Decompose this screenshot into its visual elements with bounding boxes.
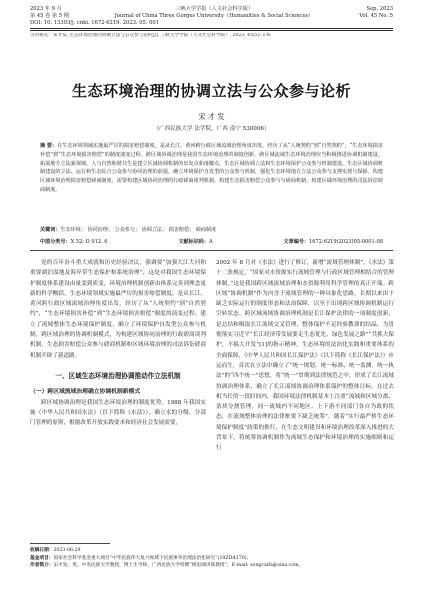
header-date: 2023 年 9 月 (30, 6, 62, 12)
fund-label: 基金项目： (30, 555, 54, 561)
section-heading-1: 一、区域生态环境治理协调推动作立法机制 (55, 371, 181, 380)
author-affiliation: （广西民族大学 法学院，广西 南宁 530006） (153, 126, 270, 132)
header-date-en: Sep. 2023 (366, 6, 393, 12)
page-header (30, 6, 393, 27)
keywords (40, 226, 383, 235)
intro-paragraph: 党的百年奋斗重大成就和历史经验决议，强调要“加强大江大河和重要湖泊湿地及海岸带生态保护和系统治理”，这是对我国生态环境保护制度体系建设由量变到质变，环境治理机制创新由体系完善到理念更新的科学概括。生态环境领域实施最严厉的损害赔偿制度，是从长江、黄河跨行政区域流域治理角度出发，经历了从“人统契约”到“自然契约”，“生态环境损害补偿”到“生态环境损害赔偿”制度的演变过程；建立了流域整体生态环境保护制度，确立了环境保护自发型公众参与机制，跨区域治理的协调机制模式，为构建区域协同治理的行政磋商谈判机制，生态损害赔偿公众参与磋商机制和区域环境治理的司法诉讼磋商机制开辟了新道路。 (30, 260, 206, 359)
keywords-text: 生态环境； 协同治理； 公众参与； 协调立法； 损害赔偿； 磋商制度 (60, 227, 217, 233)
doc-code-label: 文献标识码： (178, 239, 209, 245)
received-label: 收稿日期： (30, 548, 54, 553)
body-divider (30, 250, 393, 251)
doc-code-value: A (208, 239, 213, 245)
body-paragraph-2: 跨区域协调治理是我国生态环境治理的制度优势。1988 年我国实施《中华人民共和国水法》（以下简称《水法》），确立水的分级、分部门管理的原则，根据改革开放实践要求和经济社会发展需要， (30, 399, 206, 427)
article-title: 生态环境治理的协调立法与公众参与论析 (71, 82, 351, 100)
author-name: 宋 才 发 (198, 112, 225, 121)
author-bio-label: 作者简介： (30, 563, 54, 569)
abstract (40, 142, 383, 195)
header-volume-en: Vol. 45 No. 5 (359, 13, 393, 19)
keywords-label: 关键词： (40, 227, 61, 233)
clc-label: 中图分类号： (40, 239, 71, 245)
clc-value: X 52; D 912. 6 (70, 239, 108, 245)
classification-row (40, 238, 383, 246)
header-volume: 第 45 卷 第 5 期 (30, 13, 69, 19)
body-right-column (216, 258, 394, 454)
article-id-value: 1672-6219(2023)05-0001-08 (309, 239, 383, 245)
fund-text: 国家社会科学基金重大项目“中华民族伟大复兴视域下民族事务治理法治化研究”(19ZDA170)。 (53, 555, 252, 561)
journal-name-en: Journal of China Three Gorges University（Humanities & Social Sciences） (114, 13, 314, 19)
body-left-column (30, 258, 206, 428)
article-id-label: 文章编号： (283, 239, 310, 245)
footnote (30, 547, 393, 570)
doi: DOI: 10. 13393/j. cnki. 1672-6219. 2023. 05. 001 (30, 20, 160, 26)
footnote-rule (30, 543, 110, 544)
abstract-label: 摘 要： (40, 143, 58, 149)
abstract-text: 在生态环境领域实施最严厉的损害赔偿制度，是从长江、黄河跨行政区域流域治理角度出发，经历了从“人统契约”到“自然契约”，“生态环境损害补偿”到“生态环境损害赔偿”的制度演变过程。跨区域协调治理是我国生态环境治理的制度创新，跨区域流域生态环境治理应当积极推进协调机制建设，拓展地方立法新视域，人与自然和谐共生是建立区域协调机制的出发点和落脚点，生态区域协调立法和生态环境保护公众参与机制建设。生态区域协调机制建设的立法、运行和生态综合公众参与协同治理的前提，确立环境保护自发型的公众参与机制，强化生态环境地方立法公众参与支撑实现与保障。构建区域环境治理损害赔偿磋商制度，需要构建区域协同治理的行政磋商谈判机制，构建生态损害赔偿公众参与与磋商机制，构建区域环境治理的司法诉讼磋商制度。 (40, 143, 383, 193)
header-rule-thin (30, 30, 393, 31)
body-paragraph-3: 2002 年 8 月对《水法》进行了修订，新增“流域管理体制”。《水法》第十二条规定，“国家对水资源实行流域管理与行政区域管理相结合的管理体制。”这是我国跨区域流域治理和水资源利用科学管理的真正开端。跨区域“协调机制”作为内含于流域管理的一种具象化思路，长期以来由于缺乏实际运行的制度形态和法治保障，以至于出现跨区域协调机制运行空转状态。跨区域流域协调治理机制是长江保护法律的一项制度创新，是总结和吸取长江流域交叉管理、整体保护不足经验教训的结晶。为贯彻落实习近平“长江经济带发展要走生态优先、绿色发展之路”“共抓大保护，不搞大开发”[1]的指示精神，生态环境的法治化实践和重要体系的全面保障，《中华人民共和国长江保护法》（以下简称《长江保护法》）应运而生，首次在立法中确立了“统一规划、统一标准、统一监测、统一执法”的“四个统一”思想，将“统一”贯彻到法律规范之中，形成了长江流域协调治理体系，确立了长江流域协调治理体系保护的整体目标。在过去相当长的一段时间内，我国环境法律机制基本上注重“流域和区域分离、条块分割管理，同一流域内不同地区、上下游不同部门各自为政的状态，在流域整体治理的法律框架下缺乏统筹”。随着“实行最严格生态环境保护制度”政策的推行，在生态文明建设和环境治理改革深入推进的大背景下，将统筹协调机制作为流域生态保护和环境治理的实施细则和运行 (216, 260, 394, 452)
journal-name-cn: 三峡大学学报（人文社会科学版） (175, 6, 254, 12)
received-date: 2023-06-29 (53, 548, 81, 553)
subsection-heading-1: （一）跨区域流域治理确立协调机制新模式 (30, 389, 141, 396)
citation-format: 引用格式：宋才发. 生态环境治理的协调立法与公众参与论析[J]. 三峡大学学报（人文社会科学版）, 2023, 45(5): 1-8. (30, 33, 272, 38)
author-bio-text: 宋才发，男，中央民族大学教授，博士生导师，广西民族大学特聘“相思湖讲席教授”，E-mail: songcaifa@sina.com。 (53, 563, 304, 569)
header-rule (30, 28, 393, 29)
